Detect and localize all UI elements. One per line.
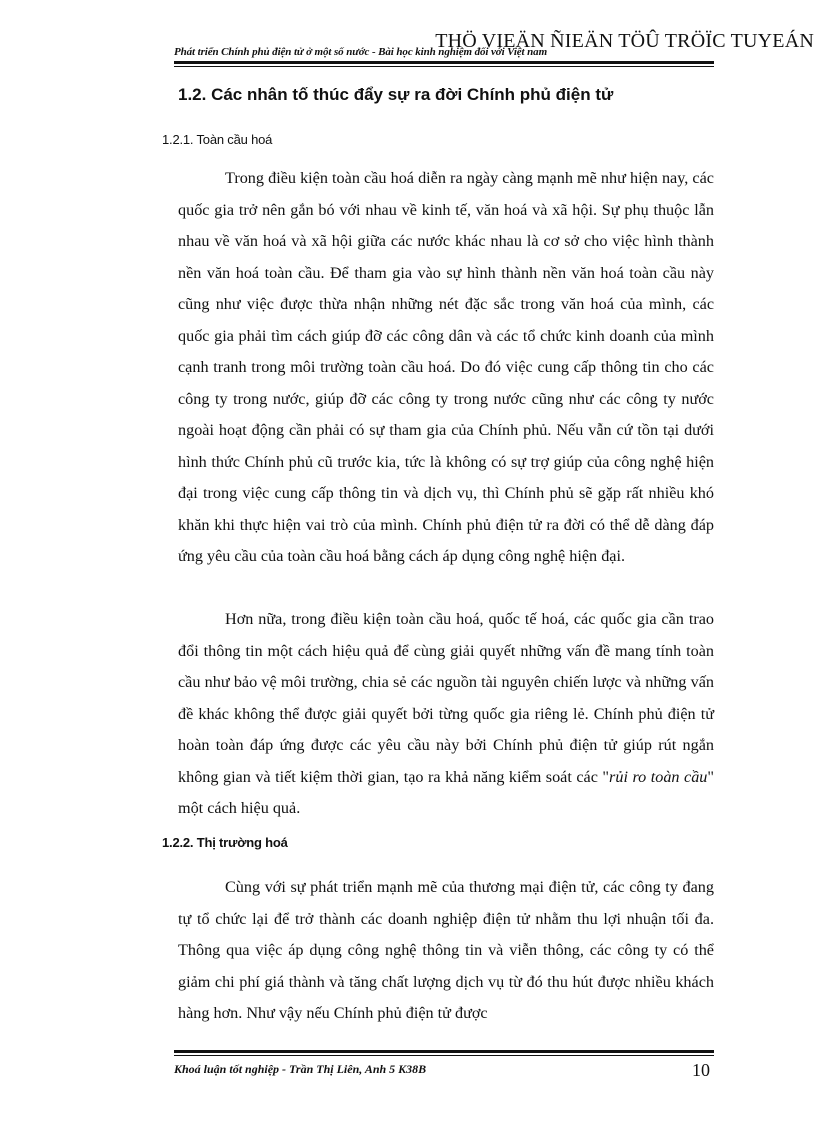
- subsection-heading-globalization: 1.2.1. Toàn cầu hoá: [162, 132, 273, 147]
- paragraph-text: Trong điều kiện toàn cầu hoá diễn ra ngày càng mạnh mẽ như hiện nay, các quốc gia trở nên gắn bó với nhau về kinh tế, văn hoá và xã hội. Sự phụ thuộc lẫn nhau về văn hoá và xã hội giữa các nước khác nhau là cơ sở cho việc hình thành nền văn hoá toàn cầu. Để tham gia vào sự hình thành nền văn hoá toàn cầu này cũng như việc được thừa nhận những nét đặc sắc trong văn hoá của mình, các quốc gia phải tìm cách giúp đỡ các công dân và các tổ chức kinh doanh của mình cạnh tranh trong môi trường toàn cầu hoá. Do đó việc cung cấp thông tin cho các công ty trong nước, giúp đỡ các công ty trong nước cũng như các công ty nước ngoài hoạt động cần phải có sự tham gia của Chính phủ. Nếu vẫn cứ tồn tại dưới hình thức Chính phủ cũ trước kia, tức là không có sự trợ giúp của công nghệ hiện đại trong việc cung cấp thông tin và dịch vụ, thì Chính phủ sẽ gặp rất nhiều khó khăn khi thực hiện vai trò của mình. Chính phủ điện tử ra đời có thể dễ dàng đáp ứng yêu cầu của toàn cầu hoá bằng cách áp dụng công nghệ hiện đại.: [178, 169, 714, 565]
- footer-rule-thick: [174, 1050, 714, 1053]
- paragraph-text-end: " một cách hiệu quả.: [178, 767, 714, 817]
- footer-rule-thin: [174, 1055, 714, 1056]
- paragraph-text: Hơn nữa, trong điều kiện toàn cầu hoá, quốc tế hoá, các quốc gia cần trao đổi thông tin một cách hiệu quả để cùng giải quyết những vấn đề mang tính toàn cầu như bảo vệ môi trường, chia sẻ các nguồn tài nguyên chiến lược và những vấn đề khác không thể được giải quyết bởi từng quốc gia riêng lẻ. Chính phủ điện tử hoàn toàn đáp ứng được các yêu cầu này bởi Chính phủ điện tử giúp rút ngắn không gian và tiết kiệm thời gian, tạo ra khả năng kiểm soát các ": [178, 610, 714, 786]
- paragraph-marketization-1: [178, 872, 714, 1030]
- library-stamp: THÖ VIEÄN ÑIEÄN TÖÛ TRÖÏC TUYEÁN: [435, 30, 814, 52]
- paragraph-text: Cùng với sự phát triển mạnh mẽ của thương mại điện tử, các công ty đang tự tổ chức lại để trở thành các doanh nghiệp điện tử nhằm thu lợi nhuận tối đa. Thông qua việc áp dụng công nghệ thông tin và viễn thông, các công ty có thể giảm chi phí giá thành và tăng chất lượng dịch vụ từ đó thu hút được nhiều khách hàng hơn. Như vậy nếu Chính phủ điện tử được: [178, 878, 714, 1022]
- header-rule-thick: [174, 61, 714, 64]
- section-title: 1.2. Các nhân tố thúc đẩy sự ra đời Chính phủ điện tử: [178, 85, 614, 104]
- footer-author: Khoá luận tốt nghiệp - Trần Thị Liên, Anh 5 K38B: [174, 1062, 427, 1076]
- paragraph-globalization-1: [178, 163, 714, 573]
- subsection-heading-marketization: 1.2.2. Thị trường hoá: [162, 835, 288, 850]
- page-header: [174, 28, 814, 64]
- header-rule-thin: [174, 66, 714, 67]
- paragraph-globalization-2: [178, 604, 714, 825]
- emphasis-text: rủi ro toàn cầu: [609, 767, 708, 786]
- running-title: Phát triển Chính phủ điện tử ở một số nước - Bài học kinh nghiệm đối với Việt nam: [174, 46, 548, 58]
- page-footer: [174, 1050, 714, 1090]
- page-number: 10: [692, 1060, 710, 1080]
